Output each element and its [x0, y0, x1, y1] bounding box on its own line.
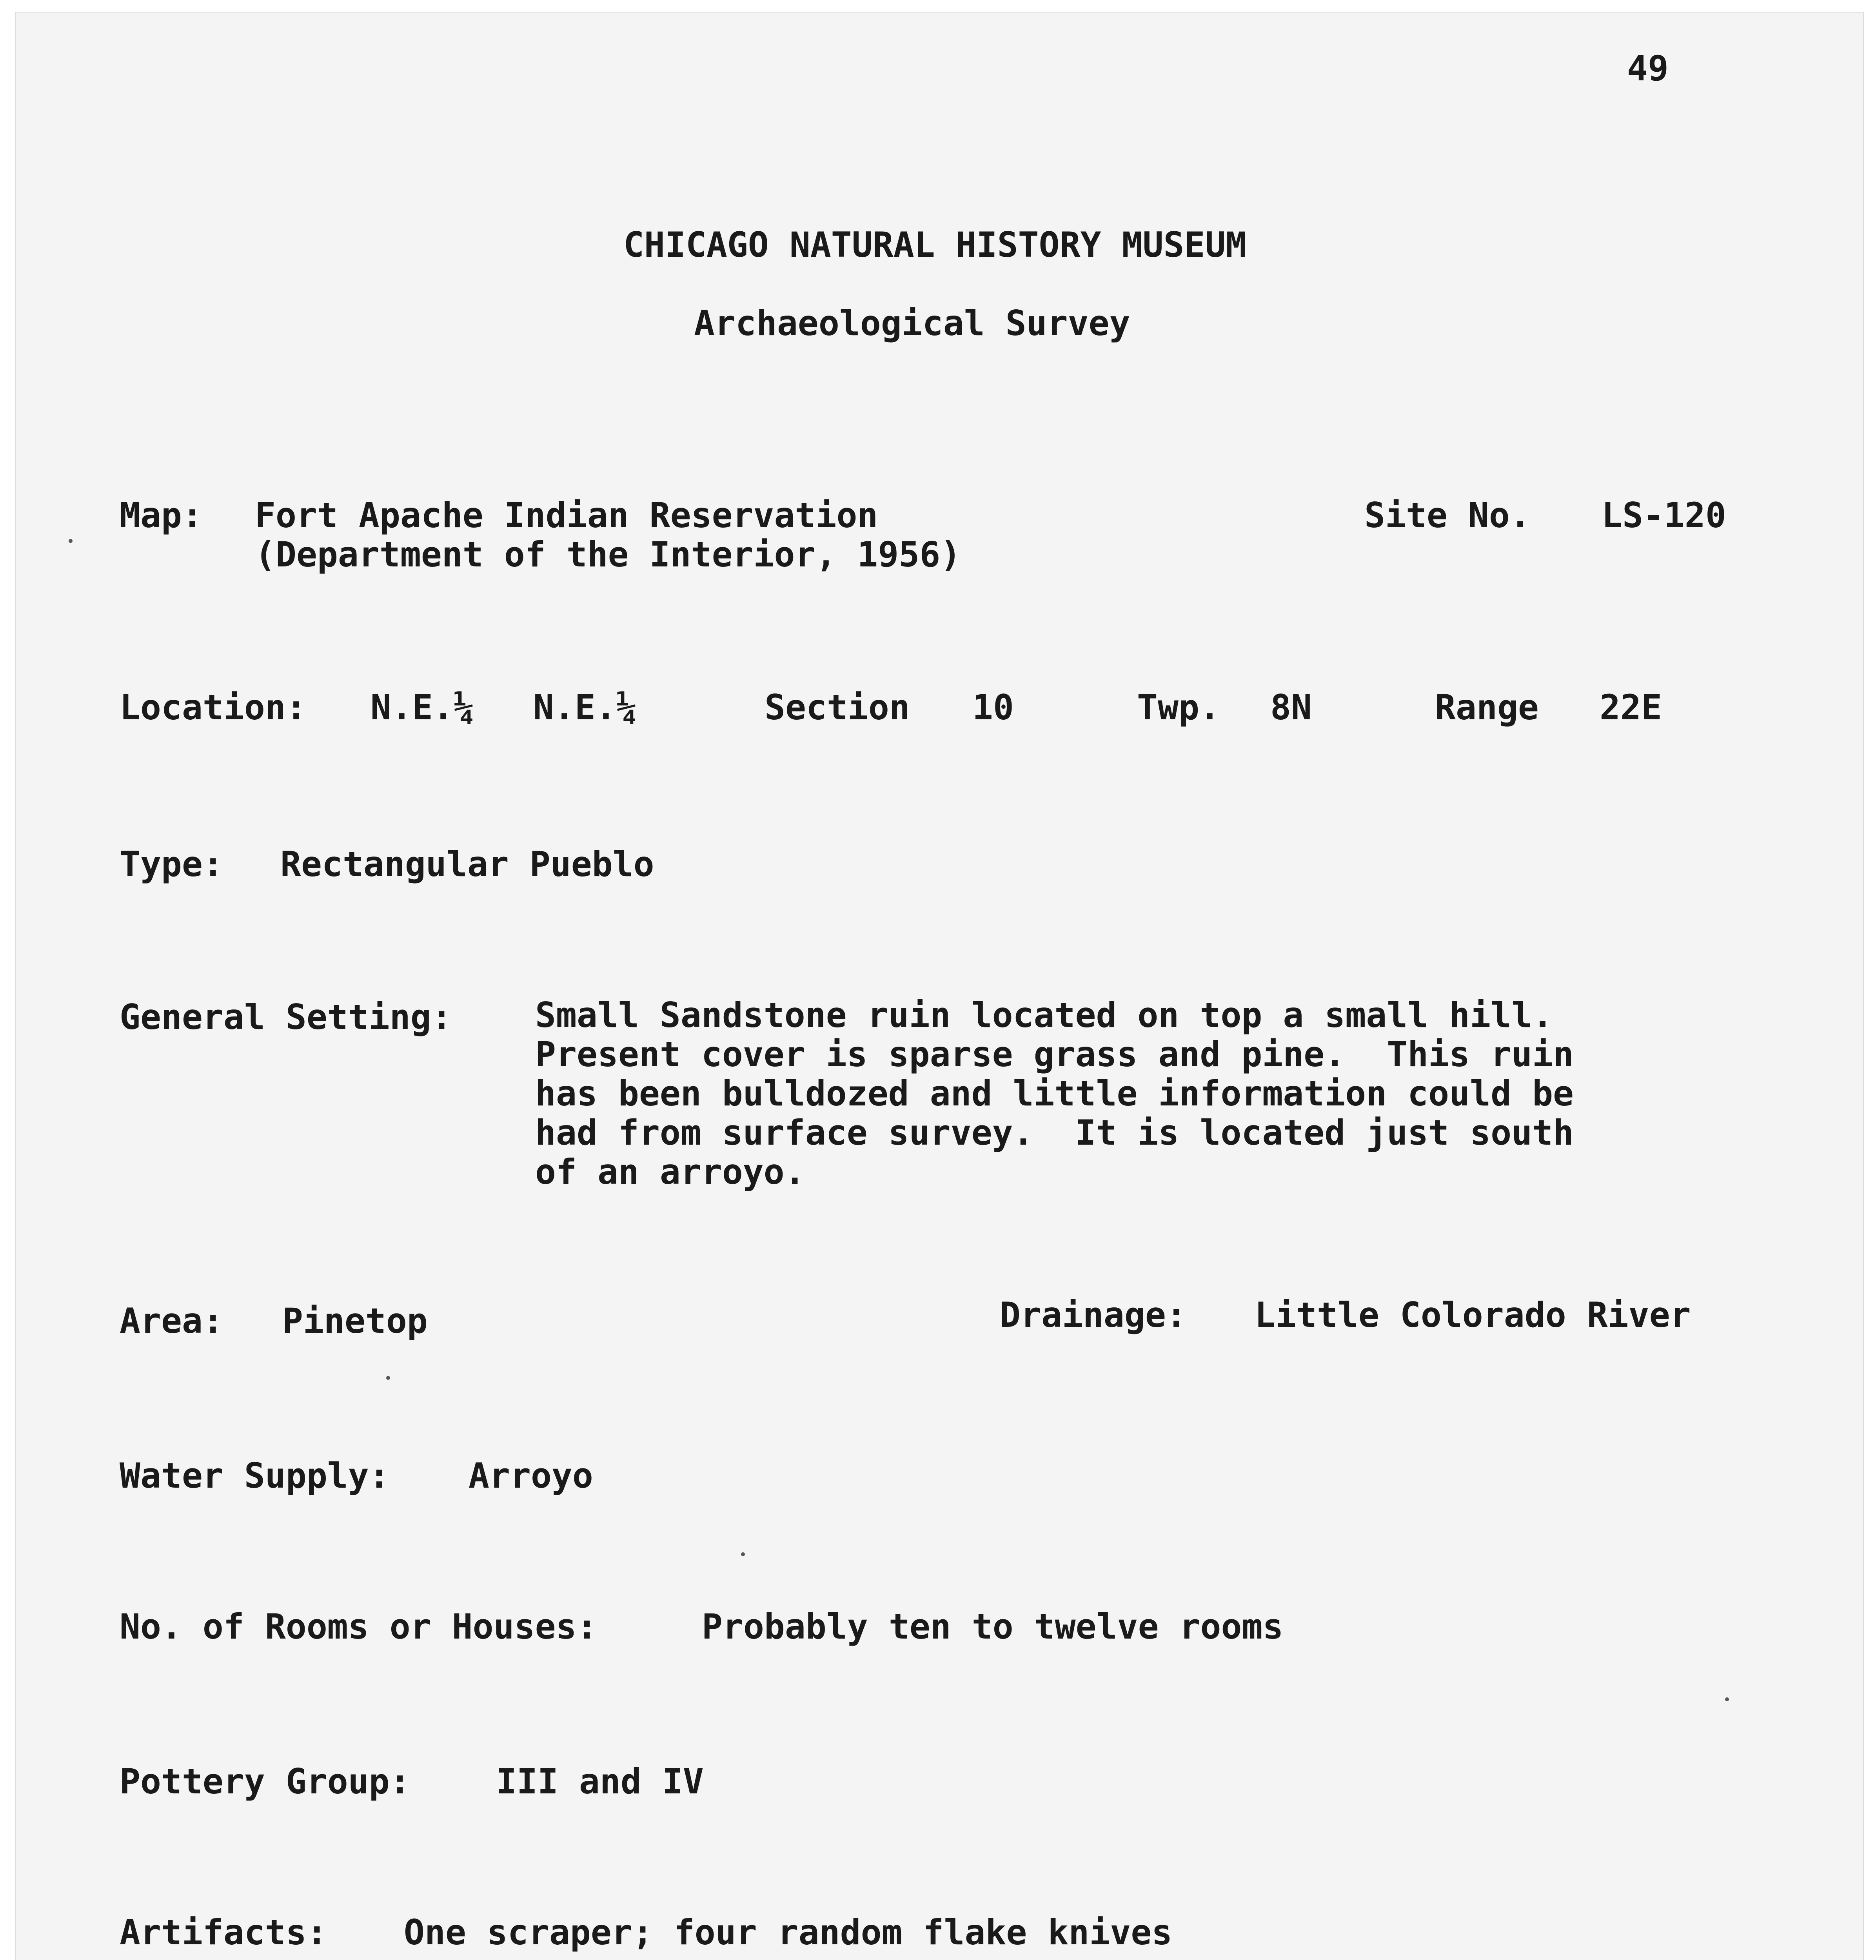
area-label: Area:: [120, 1301, 223, 1341]
pottery-group-value: III and IV: [496, 1761, 704, 1802]
survey-subtitle: Archaeological Survey: [694, 303, 1130, 343]
location-quarter-2: N.E.¼: [533, 687, 637, 728]
range-value: 22E: [1600, 687, 1662, 728]
drainage-value: Little Colorado River: [1255, 1295, 1691, 1335]
location-quarter-1: N.E.¼: [370, 687, 474, 728]
general-setting-line: has been bulldozed and little information could be: [535, 1073, 1574, 1114]
water-supply-label: Water Supply:: [120, 1455, 390, 1496]
township-value: 8N: [1270, 687, 1312, 728]
general-setting-line: Small Sandstone ruin located on top a small hill.: [535, 995, 1553, 1035]
map-label: Map:: [120, 495, 203, 535]
map-value-line1: Fort Apache Indian Reservation: [255, 495, 878, 535]
paper-speck: [1725, 1697, 1729, 1701]
general-setting-line: of an arroyo.: [535, 1152, 805, 1192]
section-label: Section: [765, 687, 910, 728]
type-value: Rectangular Pueblo: [280, 844, 654, 884]
general-setting-line: had from surface survey. It is located just south: [535, 1112, 1574, 1153]
general-setting-line: Present cover is sparse grass and pine. This ruin: [535, 1034, 1574, 1074]
pottery-group-label: Pottery Group:: [120, 1761, 410, 1802]
artifacts-label: Artifacts:: [120, 1912, 327, 1953]
site-number-value: LS-120: [1602, 495, 1726, 535]
rooms-value: Probably ten to twelve rooms: [702, 1606, 1284, 1647]
general-setting-text: [535, 996, 1711, 1192]
museum-title: CHICAGO NATURAL HISTORY MUSEUM: [623, 225, 1247, 265]
page-number: 49: [1627, 48, 1669, 89]
rooms-label: No. of Rooms or Houses:: [120, 1606, 597, 1647]
general-setting-label: General Setting:: [120, 997, 452, 1037]
site-number-label: Site No.: [1364, 495, 1531, 535]
artifacts-value: One scraper; four random flake knives: [404, 1912, 1173, 1953]
township-label: Twp.: [1137, 687, 1220, 728]
drainage-label: Drainage:: [1000, 1295, 1187, 1335]
range-label: Range: [1435, 687, 1539, 728]
water-supply-value: Arroyo: [469, 1455, 593, 1496]
type-label: Type:: [120, 844, 223, 884]
paper-speck: [69, 539, 73, 543]
paper-speck: [386, 1376, 390, 1380]
map-value-line2: (Department of the Interior, 1956): [255, 534, 961, 575]
location-label: Location:: [120, 687, 307, 728]
area-value: Pinetop: [282, 1301, 428, 1341]
paper-speck: [741, 1552, 745, 1556]
section-value: 10: [972, 687, 1014, 728]
